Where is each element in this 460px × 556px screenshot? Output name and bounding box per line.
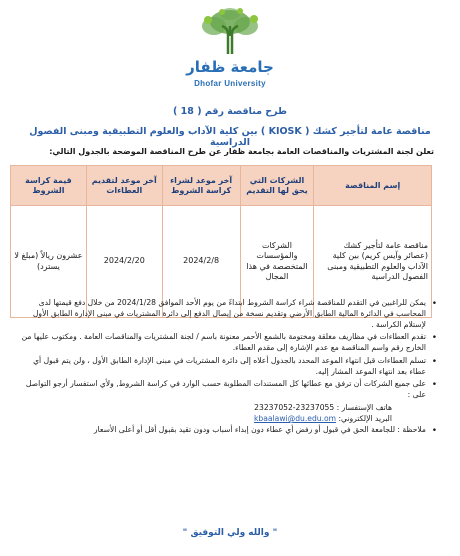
contact-block xyxy=(16,403,440,425)
cell-submission-deadline: 2024/2/20 xyxy=(86,206,162,318)
phone-label: هاتف الإستفسار : xyxy=(336,403,392,413)
contact-email-row xyxy=(16,414,392,425)
note-rights-reserved: • ملاحظة : للجامعة الحق في قبول أو رفض أي عطاء دون إبداء أسباب ودون تقيد بقبول أقل أو أعلى الأسعار xyxy=(16,425,440,436)
logo-english-name: Dhofar University xyxy=(194,79,266,88)
tender-title: مناقصة عامة لتأجير كشك ( KIOSK ) بين كلية الآداب والعلوم التطبيقية ومبنى الفصول الدراسية xyxy=(29,126,431,148)
cell-tender-name: مناقصة عامة لتأجير كشك (عصائر وآيس كريم) بين كلية الآداب والعلوم التطبيقية ومبنى الفصول الدراسية xyxy=(314,206,432,318)
email-link[interactable]: kbaalawi@du.edu.om xyxy=(254,413,337,423)
header-tender-name: إسم المناقصة xyxy=(314,166,432,206)
university-logo xyxy=(170,6,290,98)
table-header-row xyxy=(11,166,432,206)
note-submission-place: • تسلم العطاءات قبل انتهاء الموعد المحدد بالجدول أعلاه إلى دائرة المشتريات في مبنى الإدارة الطابق الأول ، ولن يتم قبول أي عطاء بعد انتهاء الموعد المشار إليه. xyxy=(16,356,440,378)
tender-number: طرح مناقصة رقم ( 18 ) xyxy=(173,106,287,117)
tender-intro: تعلن لجنة المشتريات والمناقصات العامة بجامعة ظفار عن طرح المناقصة الموضحة بالجدول التالي: xyxy=(49,147,434,156)
note-purchase-booklet: • يمكن للراغبين في التقدم للمناقصة شراء كراسة الشروط ابتداءً من يوم الأحد الموافق 2024/1/28 من خلال دفع قيمتها لدى المحاسب في الدائرة المالية الطابق الأرضي وتقديم نسخة من إيصال الدفع إلى دائرة المشتريات في مبنى الإدارة الطابق الأول لإستلام الكراسة . xyxy=(16,298,440,330)
header-submission-deadline: آخر موعد لتقديم العطاءات xyxy=(86,166,162,206)
phone-value: 23237052-23237055 xyxy=(254,403,335,413)
logo-arabic-name: جامعة ظفار xyxy=(186,58,274,76)
tender-table xyxy=(10,165,432,318)
tree-emblem-icon xyxy=(170,6,290,60)
contact-phone-row xyxy=(16,403,392,414)
note-required-documents: • على جميع الشركات أن ترفق مع عطائها كل المستندات المطلوبة حسب الوارد في كراسة الشروط, ولأي استفسار أرجو التواصل على : xyxy=(16,379,440,401)
closing-phrase: " والله ولي التوفيق " xyxy=(182,528,278,538)
header-eligible-companies: الشركات التي يحق لها التقديم xyxy=(240,166,314,206)
cell-purchase-deadline: 2024/2/8 xyxy=(162,206,240,318)
notes-list xyxy=(16,298,440,437)
header-purchase-deadline: آخر موعد لشراء كراسة الشروط xyxy=(162,166,240,206)
cell-eligible-companies: الشركات والمؤسسات المتخصصة في هذا المجال xyxy=(240,206,314,318)
email-label: البريد الإلكتروني: xyxy=(338,413,392,423)
cell-document-fee: عشرون ريالاً (مبلغ لا يسترد) xyxy=(11,206,87,318)
note-sealed-envelopes: • تقدم العطاءات في مظاريف مغلقة ومختومة بالشمع الأحمر معنونة باسم / لجنة المشتريات والمناقصات العامة . ومكتوب عليها من الخارج رقم واسم المناقصة مع عدم الإشارة إلى مقدم العطاء. xyxy=(16,332,440,354)
header-document-fee: قيمة كراسة الشروط xyxy=(11,166,87,206)
